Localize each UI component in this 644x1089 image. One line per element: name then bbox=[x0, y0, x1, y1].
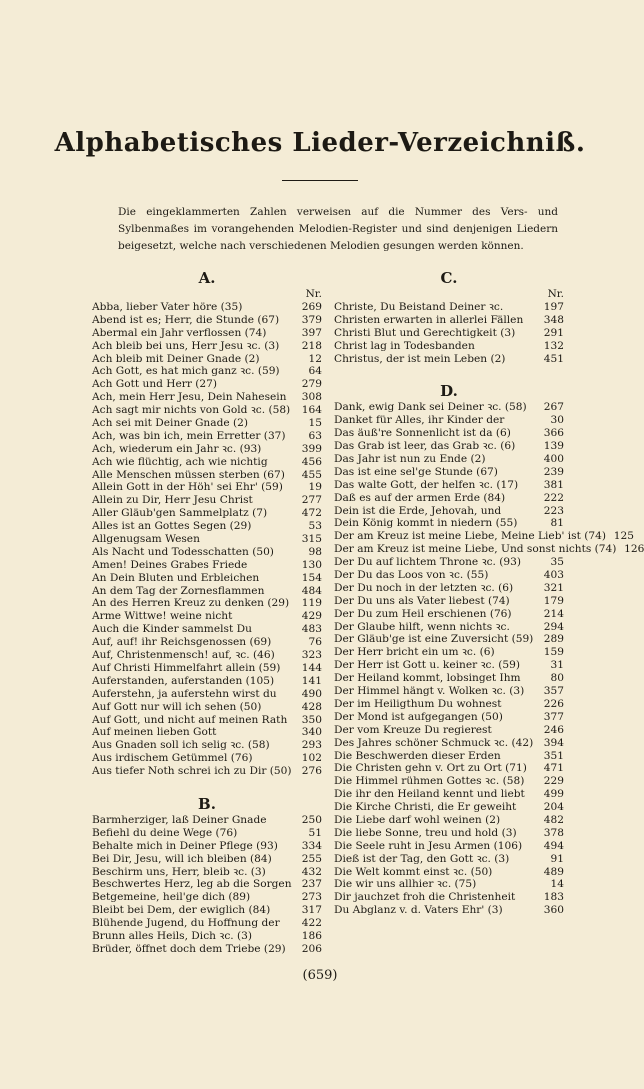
hymn-title: Alle Menschen müssen sterben (67) bbox=[92, 468, 285, 481]
index-entry bbox=[334, 801, 564, 814]
section-letter: A. bbox=[198, 269, 216, 287]
index-entry bbox=[92, 430, 322, 443]
hymn-title: Das Jahr ist nun zu Ende (2) bbox=[334, 453, 486, 466]
hymn-title: Behalte mich in Deiner Pflege (93) bbox=[92, 839, 278, 852]
hymn-title: Ach, wiederum ein Jahr ꝛc. (93) bbox=[92, 442, 262, 455]
index-entry bbox=[334, 314, 564, 327]
hymn-title: Ach, was bin ich, mein Erretter (37) bbox=[92, 429, 286, 442]
hymn-number: 379 bbox=[301, 313, 322, 326]
index-entry bbox=[92, 417, 322, 430]
hymn-title: Die Seele ruht in Jesu Armen (106) bbox=[334, 839, 523, 852]
hymn-number: 141 bbox=[301, 674, 322, 687]
hymn-number: 308 bbox=[301, 391, 322, 404]
hymn-number: 315 bbox=[301, 533, 322, 546]
hymn-number: 130 bbox=[301, 558, 322, 571]
hymn-title: Beschwertes Herz, leg ab die Sorgen bbox=[92, 878, 292, 891]
index-entry bbox=[334, 595, 564, 608]
index-entry bbox=[334, 353, 564, 366]
hymn-number: 289 bbox=[543, 633, 564, 646]
hymn-title: Die liebe Sonne, treu und hold (3) bbox=[334, 826, 517, 839]
hymn-number: 378 bbox=[543, 826, 564, 839]
hymn-number: 472 bbox=[301, 507, 322, 520]
hymn-title: Aus Gnaden soll ich selig ꝛc. (58) bbox=[92, 739, 270, 752]
hymn-number: 429 bbox=[301, 610, 322, 623]
index-entry bbox=[92, 649, 322, 662]
hymn-title: Der am Kreuz ist meine Liebe, Meine Lieb' ist (74) bbox=[334, 530, 606, 543]
index-entry bbox=[334, 414, 564, 427]
index-entry bbox=[334, 827, 564, 840]
hymn-title: Alles ist an Gottes Segen (29) bbox=[92, 520, 252, 533]
index-entry bbox=[92, 752, 322, 765]
hymn-title: Ach, mein Herr Jesu, Dein Nahesein bbox=[92, 391, 287, 404]
hymn-title: Auf meinen lieben Gott bbox=[92, 726, 217, 739]
hymn-number: 381 bbox=[543, 478, 564, 491]
hymn-title: Daß es auf der armen Erde (84) bbox=[334, 491, 506, 504]
index-entry bbox=[92, 481, 322, 494]
hymn-number: 179 bbox=[543, 594, 564, 607]
hymn-title: Du Abglanz v. d. Vaters Ehr' (3) bbox=[334, 904, 503, 917]
section-gap bbox=[334, 365, 564, 381]
hymn-title: Auf Christi Himmelfahrt allein (59) bbox=[92, 661, 281, 674]
hymn-title: Danket für Alles, ihr Kinder der bbox=[334, 414, 505, 427]
hymn-title: Ach wie flüchtig, ach wie nichtig bbox=[92, 455, 268, 468]
hymn-number: 321 bbox=[543, 581, 564, 594]
hymn-number: 471 bbox=[543, 762, 564, 775]
hymn-title: Christus, der ist mein Leben (2) bbox=[334, 352, 506, 365]
hymn-title: Christen erwarten in allerlei Fällen bbox=[334, 313, 524, 326]
hymn-number: 483 bbox=[301, 623, 322, 636]
index-entry bbox=[92, 314, 322, 327]
index-entry bbox=[92, 559, 322, 572]
section-letter: D. bbox=[440, 382, 458, 401]
index-entry bbox=[92, 546, 322, 559]
index-entry bbox=[92, 610, 322, 623]
hymn-number: 222 bbox=[543, 491, 564, 504]
hymn-title: Das ist eine sel'ge Stunde (67) bbox=[334, 465, 498, 478]
hymn-title: Der Herr ist Gott u. keiner ꝛc. (59) bbox=[334, 659, 520, 672]
hymn-title: Auferstanden, auferstanden (105) bbox=[92, 674, 275, 687]
hymn-number: 15 bbox=[308, 417, 322, 430]
index-entry bbox=[92, 391, 322, 404]
index-entry bbox=[334, 517, 564, 530]
hymn-number: 394 bbox=[543, 736, 564, 749]
hymn-number: 19 bbox=[308, 481, 322, 494]
hymn-number: 81 bbox=[550, 517, 564, 530]
index-entry bbox=[92, 891, 322, 904]
hymn-number: 223 bbox=[543, 504, 564, 517]
index-entry bbox=[92, 623, 322, 636]
index-entry bbox=[92, 840, 322, 853]
hymn-number: 357 bbox=[543, 685, 564, 698]
hymn-title: Der vom Kreuze Du regierest bbox=[334, 723, 492, 736]
hymn-number: 291 bbox=[543, 326, 564, 339]
hymn-title: Der Du uns als Vater liebest (74) bbox=[334, 594, 510, 607]
hymn-number: 323 bbox=[301, 649, 322, 662]
hymn-number: 98 bbox=[308, 545, 322, 558]
hymn-title: Der Gläub'ge ist eine Zuversicht (59) bbox=[334, 633, 534, 646]
hymn-number: 455 bbox=[301, 468, 322, 481]
hymn-title: Der im Heiligthum Du wohnest bbox=[334, 697, 502, 710]
hymn-number: 482 bbox=[543, 813, 564, 826]
index-entry bbox=[92, 636, 322, 649]
index-entry bbox=[334, 401, 564, 414]
hymn-title: Ach bleib bei uns, Herr Jesu ꝛc. (3) bbox=[92, 339, 280, 352]
index-entry bbox=[334, 814, 564, 827]
intro-paragraph: Die eingeklammerten Zahlen verweisen auf die Nummer des Vers- und Sylbenmaßes im vorangehenden Melodien-Register und sind denjenigen Liedern beigesetzt, welche nach verschiedenen Melodien gesungen werden können. bbox=[118, 206, 558, 252]
index-entry bbox=[334, 505, 564, 518]
hymn-number: 267 bbox=[543, 401, 564, 414]
hymn-title: Der Glaube hilft, wenn nichts ꝛc. bbox=[334, 620, 510, 633]
hymn-title: Die Christen gehn v. Ort zu Ort (71) bbox=[334, 762, 527, 775]
hymn-number: 64 bbox=[308, 365, 322, 378]
index-entry bbox=[92, 930, 322, 943]
index-entry bbox=[334, 685, 564, 698]
hymn-number: 218 bbox=[301, 339, 322, 352]
hymn-number: 51 bbox=[308, 826, 322, 839]
index-entry bbox=[334, 340, 564, 353]
index-entry bbox=[334, 750, 564, 763]
index-entry bbox=[92, 353, 322, 366]
index-entry bbox=[92, 443, 322, 456]
hymn-title: Dir jauchzet froh die Christenheit bbox=[334, 891, 516, 904]
index-entry bbox=[92, 662, 322, 675]
index-entry bbox=[92, 878, 322, 891]
index-entry bbox=[92, 597, 322, 610]
index-entry bbox=[334, 301, 564, 314]
index-entry bbox=[92, 456, 322, 469]
hymn-title: Die Himmel rühmen Gottes ꝛc. (58) bbox=[334, 775, 525, 788]
index-entry bbox=[334, 582, 564, 595]
hymn-title: Amen! Deines Grabes Friede bbox=[92, 558, 248, 571]
hymn-title: Als Nacht und Todesschatten (50) bbox=[92, 545, 274, 558]
hymn-title: Brunn alles Heils, Dich ꝛc. (3) bbox=[92, 929, 253, 942]
index-entry bbox=[334, 479, 564, 492]
hymn-title: Allein Gott in der Höh' sei Ehr' (59) bbox=[92, 481, 283, 494]
hymn-number: 239 bbox=[543, 465, 564, 478]
hymn-title: Bei Dir, Jesu, will ich bleiben (84) bbox=[92, 852, 272, 865]
section-gap bbox=[92, 778, 322, 794]
hymn-number: 197 bbox=[543, 301, 564, 313]
hymn-number: 214 bbox=[543, 607, 564, 620]
hymn-number: 12 bbox=[308, 352, 322, 365]
hymn-title: Die Beschwerden dieser Erden bbox=[334, 749, 501, 762]
index-entry bbox=[334, 466, 564, 479]
index-entry bbox=[92, 904, 322, 917]
hymn-number: 400 bbox=[543, 453, 564, 466]
hymn-title: Die wir uns allhier ꝛc. (75) bbox=[334, 878, 477, 891]
hymn-number: 53 bbox=[308, 520, 322, 533]
hymn-title: Der Du noch in der letzten ꝛc. (6) bbox=[334, 581, 514, 594]
hymn-number: 489 bbox=[543, 865, 564, 878]
index-entry bbox=[334, 711, 564, 724]
index-entry bbox=[92, 340, 322, 353]
hymn-title: Ach sagt mir nichts von Gold ꝛc. (58) bbox=[92, 404, 291, 417]
hymn-number: 246 bbox=[543, 723, 564, 736]
hymn-title: Christe, Du Beistand Deiner ꝛc. bbox=[334, 301, 504, 313]
hymn-number: 293 bbox=[301, 739, 322, 752]
hymn-number: 91 bbox=[550, 852, 564, 865]
hymn-title: Der Du das Loos von ꝛc. (55) bbox=[334, 569, 489, 582]
hymn-number: 490 bbox=[301, 687, 322, 700]
hymn-title: Dein König kommt in niedern (55) bbox=[334, 517, 518, 530]
hymn-title: Dieß ist der Tag, den Gott ꝛc. (3) bbox=[334, 852, 510, 865]
index-entry bbox=[92, 827, 322, 840]
hymn-title: Allein zu Dir, Herr Jesu Christ bbox=[92, 494, 253, 507]
index-entry bbox=[334, 698, 564, 711]
hymn-number: 206 bbox=[301, 942, 322, 955]
hymn-number: 273 bbox=[301, 891, 322, 904]
hymn-title: Brüder, öffnet doch dem Triebe (29) bbox=[92, 942, 286, 955]
hymn-title: Dank, ewig Dank sei Deiner ꝛc. (58) bbox=[334, 401, 527, 414]
hymn-title: An Dein Bluten und Erbleichen bbox=[92, 571, 260, 584]
hymn-title: Die Kirche Christi, die Er geweiht bbox=[334, 801, 517, 814]
index-entry bbox=[92, 675, 322, 688]
section-letter: C. bbox=[440, 269, 458, 287]
hymn-title: Der Du zum Heil erschienen (76) bbox=[334, 607, 512, 620]
hymn-title: Ach bleib mit Deiner Gnade (2) bbox=[92, 352, 260, 365]
index-entry bbox=[334, 878, 564, 891]
hymn-number: 499 bbox=[543, 788, 564, 801]
hymn-number: 204 bbox=[543, 801, 564, 814]
hymn-number: 428 bbox=[301, 700, 322, 713]
title-divider bbox=[282, 180, 358, 181]
hymn-number: 102 bbox=[301, 752, 322, 765]
hymn-title: Der am Kreuz ist meine Liebe, Und sonst nichts (74) bbox=[334, 543, 617, 556]
hymn-title: Der Du auf lichtem Throne ꝛc. (93) bbox=[334, 556, 522, 569]
index-entry bbox=[334, 672, 564, 685]
index-entry bbox=[334, 440, 564, 453]
index-entry bbox=[92, 814, 322, 827]
hymn-number: 422 bbox=[301, 917, 322, 930]
index-entry bbox=[334, 788, 564, 801]
hymn-title: An des Herren Kreuz zu denken (29) bbox=[92, 597, 290, 610]
hymn-title: Ach sei mit Deiner Gnade (2) bbox=[92, 417, 248, 430]
index-entry bbox=[334, 427, 564, 440]
hymn-number: 255 bbox=[301, 852, 322, 865]
hymn-number: 132 bbox=[543, 339, 564, 352]
hymn-title: Auferstehn, ja auferstehn wirst du bbox=[92, 687, 277, 700]
hymn-number: 126 bbox=[624, 543, 644, 556]
hymn-number: 250 bbox=[301, 813, 322, 826]
hymn-number: 276 bbox=[301, 765, 322, 778]
index-entry bbox=[334, 543, 644, 556]
index-entry bbox=[92, 404, 322, 417]
hymn-title: Auch die Kinder sammelst Du bbox=[92, 623, 252, 636]
index-entry bbox=[92, 739, 322, 752]
right-column bbox=[334, 268, 644, 917]
hymn-number: 484 bbox=[301, 584, 322, 597]
hymn-title: Dein ist die Erde, Jehovah, und bbox=[334, 504, 502, 517]
hymn-title: Das Grab ist leer, das Grab ꝛc. (6) bbox=[334, 440, 516, 453]
hymn-number: 159 bbox=[543, 646, 564, 659]
hymn-title: Bleibt bei Dem, der ewiglich (84) bbox=[92, 904, 271, 917]
hymn-title: Auf, auf! ihr Reichsgenossen (69) bbox=[92, 636, 272, 649]
hymn-number: 451 bbox=[543, 352, 564, 365]
hymn-number: 294 bbox=[543, 620, 564, 633]
index-entry bbox=[92, 301, 322, 314]
hymn-number: 125 bbox=[613, 530, 634, 543]
hymn-number: 14 bbox=[550, 878, 564, 891]
nr-column-header: Nr. bbox=[547, 288, 564, 300]
hymn-title: Die Liebe darf wohl weinen (2) bbox=[334, 813, 501, 826]
hymn-number: 186 bbox=[301, 929, 322, 942]
hymn-title: Beschirm uns, Herr, bleib ꝛc. (3) bbox=[92, 865, 266, 878]
hymn-title: Der Herr bricht ein um ꝛc. (6) bbox=[334, 646, 495, 659]
index-entry bbox=[334, 840, 564, 853]
hymn-number: 340 bbox=[301, 726, 322, 739]
hymn-number: 279 bbox=[301, 378, 322, 391]
hymn-title: Ach Gott und Herr (27) bbox=[92, 378, 218, 391]
hymn-number: 144 bbox=[301, 661, 322, 674]
index-entry bbox=[334, 492, 564, 505]
index-entry bbox=[334, 904, 564, 917]
hymn-title: Befiehl du deine Wege (76) bbox=[92, 826, 238, 839]
hymn-title: Die Welt kommt einst ꝛc. (50) bbox=[334, 865, 493, 878]
index-entry bbox=[92, 507, 322, 520]
nr-column-header: Nr. bbox=[305, 288, 322, 300]
index-entry bbox=[92, 378, 322, 391]
hymn-number: 164 bbox=[301, 404, 322, 417]
hymn-number: 63 bbox=[308, 429, 322, 442]
hymn-title: Auf Gott, und nicht auf meinen Rath bbox=[92, 713, 288, 726]
index-entry bbox=[334, 556, 564, 569]
hymn-number: 360 bbox=[543, 904, 564, 917]
index-entry bbox=[92, 365, 322, 378]
hymn-title: Aus tiefer Noth schrei ich zu Dir (50) bbox=[92, 765, 292, 778]
hymn-title: Betgemeine, heil'ge dich (89) bbox=[92, 891, 251, 904]
index-entry bbox=[334, 621, 564, 634]
hymn-number: 456 bbox=[301, 455, 322, 468]
hymn-number: 269 bbox=[301, 301, 322, 313]
index-entry bbox=[92, 726, 322, 739]
index-entry bbox=[334, 659, 564, 672]
index-entry bbox=[92, 494, 322, 507]
index-entry bbox=[334, 853, 564, 866]
hymn-number: 139 bbox=[543, 440, 564, 453]
left-column bbox=[92, 268, 322, 956]
index-entry bbox=[334, 453, 564, 466]
hymn-title: Barmherziger, laß Deiner Gnade bbox=[92, 813, 267, 826]
hymn-title: Der Heiland kommt, lobsinget Ihm bbox=[334, 672, 521, 685]
hymn-title: Arme Wittwe! weine nicht bbox=[92, 610, 233, 623]
hymn-number: 35 bbox=[550, 556, 564, 569]
index-entry bbox=[92, 572, 322, 585]
hymn-number: 277 bbox=[301, 494, 322, 507]
hymn-number: 432 bbox=[301, 865, 322, 878]
index-entry bbox=[334, 762, 564, 775]
hymn-title: Christ lag in Todesbanden bbox=[334, 339, 475, 352]
hymn-number: 229 bbox=[543, 775, 564, 788]
hymn-number: 377 bbox=[543, 710, 564, 723]
index-entry bbox=[334, 530, 634, 543]
hymn-title: Aller Gläub'gen Sammelplatz (7) bbox=[92, 507, 268, 520]
hymn-number: 351 bbox=[543, 749, 564, 762]
index-entry bbox=[334, 724, 564, 737]
index-entry bbox=[92, 714, 322, 727]
page-number: (659) bbox=[302, 968, 338, 983]
index-entry bbox=[334, 646, 564, 659]
hymn-title: Aus irdischem Getümmel (76) bbox=[92, 752, 253, 765]
hymn-number: 237 bbox=[301, 878, 322, 891]
hymn-title: Des Jahres schöner Schmuck ꝛc. (42) bbox=[334, 736, 534, 749]
hymn-number: 317 bbox=[301, 904, 322, 917]
hymn-number: 350 bbox=[301, 713, 322, 726]
index-entry bbox=[334, 608, 564, 621]
index-entry bbox=[334, 891, 564, 904]
hymn-title: Das äuß're Sonnenlicht ist da (6) bbox=[334, 427, 511, 440]
hymn-title: Auf, Christenmensch! auf, ꝛc. (46) bbox=[92, 649, 275, 662]
hymn-title: Ach Gott, es hat mich ganz ꝛc. (59) bbox=[92, 365, 280, 378]
hymn-title: Das walte Gott, der helfen ꝛc. (17) bbox=[334, 478, 519, 491]
hymn-number: 30 bbox=[550, 414, 564, 427]
hymn-number: 183 bbox=[543, 891, 564, 904]
index-entry bbox=[334, 327, 564, 340]
hymn-number: 494 bbox=[543, 839, 564, 852]
hymn-number: 226 bbox=[543, 697, 564, 710]
hymn-number: 399 bbox=[301, 442, 322, 455]
hymn-number: 397 bbox=[301, 326, 322, 339]
index-entry bbox=[92, 701, 322, 714]
index-entry bbox=[334, 775, 564, 788]
hymn-title: Die ihr den Heiland kennt und liebt bbox=[334, 788, 525, 801]
index-entry bbox=[92, 866, 322, 879]
index-entry bbox=[92, 943, 322, 956]
hymn-title: Der Himmel hängt v. Wolken ꝛc. (3) bbox=[334, 685, 525, 698]
hymn-title: An dem Tag der Zornesflammen bbox=[92, 584, 265, 597]
index-entry bbox=[334, 737, 564, 750]
index-entry bbox=[92, 533, 322, 546]
hymn-number: 76 bbox=[308, 636, 322, 649]
hymn-number: 154 bbox=[301, 571, 322, 584]
hymn-title: Der Mond ist aufgegangen (50) bbox=[334, 710, 503, 723]
hymn-number: 348 bbox=[543, 313, 564, 326]
index-entry bbox=[92, 327, 322, 340]
hymn-title: Abend ist es; Herr, die Stunde (67) bbox=[92, 313, 280, 326]
index-entry bbox=[334, 633, 564, 646]
index-entry bbox=[92, 688, 322, 701]
page-title: Alphabetisches Lieder-Verzeichniß. bbox=[54, 128, 586, 158]
index-entry bbox=[92, 469, 322, 482]
hymn-title: Blühende Jugend, du Hoffnung der bbox=[92, 917, 280, 930]
index-entry bbox=[334, 866, 564, 879]
index-entry bbox=[92, 853, 322, 866]
hymn-title: Abba, lieber Vater höre (35) bbox=[92, 301, 243, 313]
hymn-number: 80 bbox=[550, 672, 564, 685]
hymn-title: Abermal ein Jahr verflossen (74) bbox=[92, 326, 267, 339]
hymn-number: 31 bbox=[550, 659, 564, 672]
index-entry bbox=[334, 569, 564, 582]
index-entry bbox=[92, 520, 322, 533]
hymn-number: 366 bbox=[543, 427, 564, 440]
index-entry bbox=[92, 917, 322, 930]
hymn-title: Auf Gott nur will ich sehen (50) bbox=[92, 700, 262, 713]
index-entry bbox=[92, 765, 322, 778]
hymn-title: Christi Blut und Gerechtigkeit (3) bbox=[334, 326, 516, 339]
section-letter: B. bbox=[198, 794, 216, 813]
hymn-number: 403 bbox=[543, 569, 564, 582]
hymn-number: 119 bbox=[301, 597, 322, 610]
index-entry bbox=[92, 585, 322, 598]
hymn-number: 334 bbox=[301, 839, 322, 852]
hymn-title: Allgenugsam Wesen bbox=[92, 533, 200, 546]
